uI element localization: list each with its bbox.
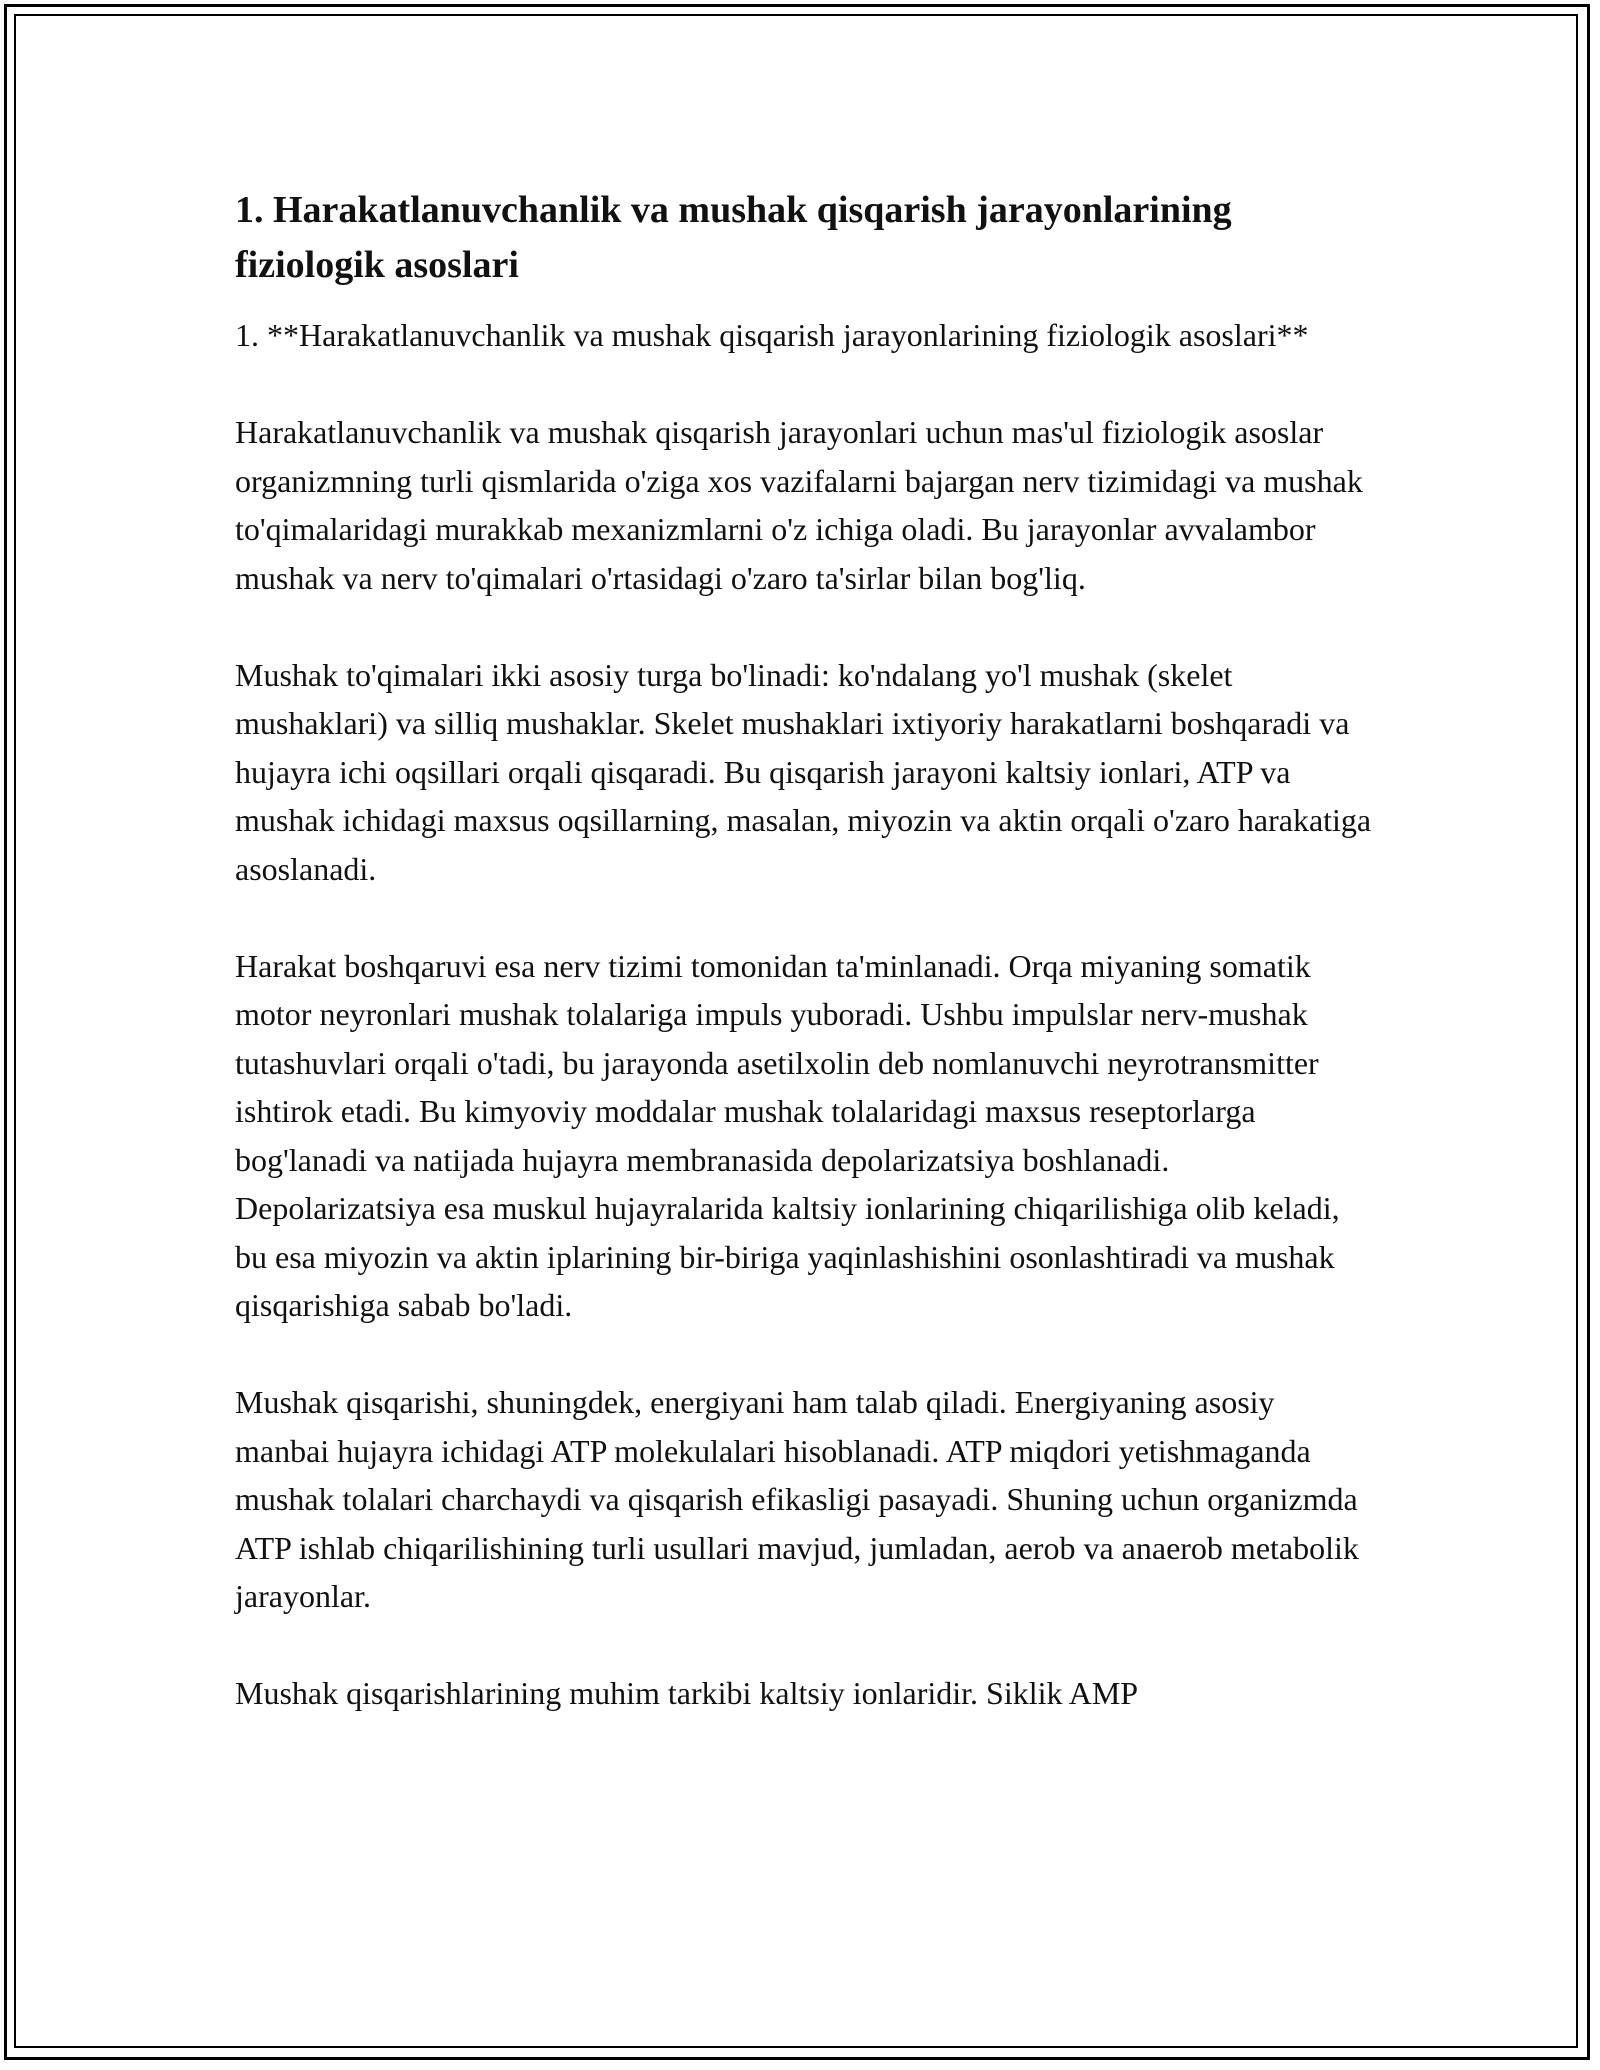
paragraph-2: Harakatlanuvchanlik va mushak qisqarish jarayonlari uchun mas'ul fiziologik asoslar organizmning turli qismlarida o'ziga xos vazifalarni bajargan nerv tizimidagi va mushak to'qimalaridagi murakkab mexanizmlarni o'z ichiga oladi. Bu jarayonlar avvalambor mushak va nerv to'qimalari o'rtasidagi o'zaro ta'sirlar bilan bog'liq. (235, 414, 1363, 596)
paragraph-6: Mushak qisqarishlarining muhim tarkibi kaltsiy ionlaridir. Siklik AMP (235, 1675, 1139, 1711)
paragraph-1: 1. **Harakatlanuvchanlik va mushak qisqarish jarayonlarining fiziologik asoslari** (235, 317, 1309, 353)
document-body (235, 183, 1375, 1718)
document-title: 1. Harakatlanuvchanlik va mushak qisqarish jarayonlarining fiziologik asoslari (235, 189, 1232, 286)
paragraph-5: Mushak qisqarishi, shuningdek, energiyani ham talab qiladi. Energiyaning asosiy manbai hujayra ichidagi ATP molekulalari hisoblanadi. ATP miqdori yetishmaganda mushak tolalari charchaydi va qisqarish efikasligi pasayadi. Shuning uchun organizmda ATP ishlab chiqarilishining turli usullari mavjud, jumladan, aerob va anaerob metabolik jarayonlar. (235, 1384, 1359, 1614)
paragraph-3: Mushak to'qimalari ikki asosiy turga bo'linadi: ko'ndalang yo'l mushak (skelet mushaklari) va silliq mushaklar. Skelet mushaklari ixtiyoriy harakatlarni boshqaradi va hujayra ichi oqsillari orqali qisqaradi. Bu qisqarish jarayoni kaltsiy ionlari, ATP va mushak ichidagi maxsus oqsillarning, masalan, miyozin va aktin orqali o'zaro harakatiga asoslanadi. (235, 656, 1372, 887)
paragraph-4: Harakat boshqaruvi esa nerv tizimi tomonidan ta'minlanadi. Orqa miyaning somatik motor neyronlari mushak tolalariga impuls yuboradi. Ushbu impulslar nerv-mushak tutashuvlari orqali o'tadi, bu jarayonda asetilxolin deb nomlanuvchi neyrotransmitter ishtirok etadi. Bu kimyoviy moddalar mushak tolalaridagi maxsus reseptorlarga bog'lanadi va natijada hujayra membranasida depolarizatsiya boshlanadi. Depolarizatsiya esa muskul hujayralarida kaltsiy ionlarining chiqarilishiga olib keladi, bu esa miyozin va aktin iplarining bir-biriga yaqinlashishini osonlashtiradi va mushak qisqarishiga sabab bo'ladi. (235, 947, 1340, 1323)
